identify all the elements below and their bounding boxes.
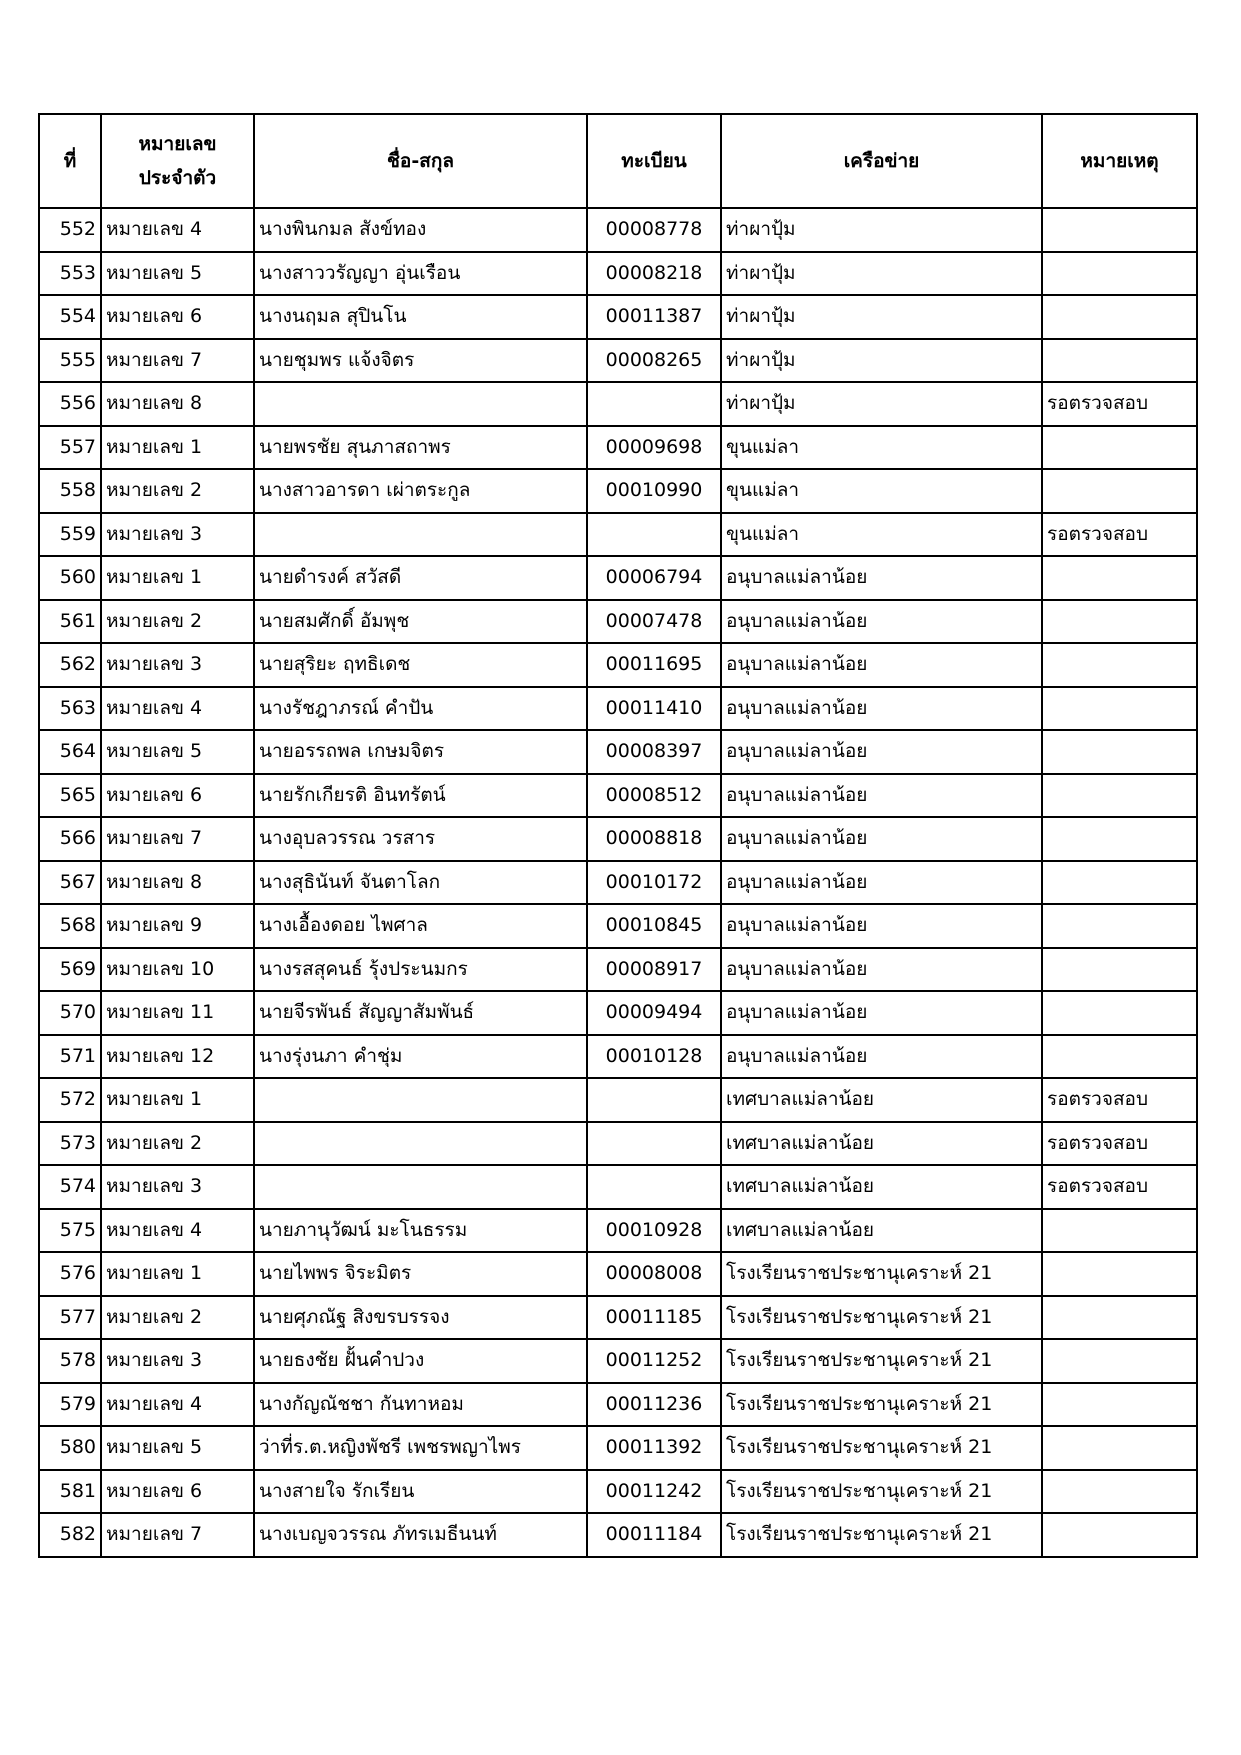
cell-id: หมายเลข 12 — [101, 1035, 254, 1079]
cell-no: 563 — [39, 687, 101, 731]
cell-no: 561 — [39, 600, 101, 644]
cell-reg: 00008397 — [587, 730, 721, 774]
cell-reg: 00011236 — [587, 1383, 721, 1427]
cell-no: 568 — [39, 904, 101, 948]
cell-no: 555 — [39, 339, 101, 383]
cell-network: เทศบาลแม่ลาน้อย — [721, 1209, 1042, 1253]
cell-reg: 00011242 — [587, 1470, 721, 1514]
cell-note — [1042, 1209, 1197, 1253]
cell-name: นางรุ่งนภา คำชุ่ม — [254, 1035, 587, 1079]
cell-network: โรงเรียนราชประชานุเคราะห์ 21 — [721, 1383, 1042, 1427]
cell-note — [1042, 687, 1197, 731]
cell-reg: 00011387 — [587, 295, 721, 339]
cell-reg: 00010128 — [587, 1035, 721, 1079]
cell-note — [1042, 1426, 1197, 1470]
cell-note — [1042, 1252, 1197, 1296]
cell-network: อนุบาลแม่ลาน้อย — [721, 1035, 1042, 1079]
cell-reg: 00008218 — [587, 252, 721, 296]
cell-name — [254, 1122, 587, 1166]
cell-name: นางเอื้องดอย ไพศาล — [254, 904, 587, 948]
cell-reg: 00008778 — [587, 208, 721, 252]
cell-network: ท่าผาปุ้ม — [721, 252, 1042, 296]
cell-id: หมายเลข 3 — [101, 1165, 254, 1209]
cell-reg: 00008917 — [587, 948, 721, 992]
table-row — [39, 1296, 1197, 1340]
cell-network: โรงเรียนราชประชานุเคราะห์ 21 — [721, 1470, 1042, 1514]
cell-no: 573 — [39, 1122, 101, 1166]
table-row — [39, 991, 1197, 1035]
cell-note — [1042, 426, 1197, 470]
cell-reg — [587, 1122, 721, 1166]
cell-name: นางเบญจวรรณ ภัทรเมธีนนท์ — [254, 1513, 587, 1557]
table-row — [39, 426, 1197, 470]
cell-note — [1042, 600, 1197, 644]
cell-name: นางสุธินันท์ จันตาโลก — [254, 861, 587, 905]
cell-name — [254, 1078, 587, 1122]
cell-no: 572 — [39, 1078, 101, 1122]
cell-note — [1042, 252, 1197, 296]
cell-note — [1042, 904, 1197, 948]
table-row — [39, 1165, 1197, 1209]
cell-reg: 00011185 — [587, 1296, 721, 1340]
cell-name: นายภานุวัฒน์ มะโนธรรม — [254, 1209, 587, 1253]
header-id-line2: ประจำตัว — [138, 167, 217, 189]
cell-note — [1042, 1339, 1197, 1383]
cell-note — [1042, 774, 1197, 818]
cell-id: หมายเลข 3 — [101, 513, 254, 557]
cell-note — [1042, 1470, 1197, 1514]
cell-id: หมายเลข 4 — [101, 208, 254, 252]
cell-id: หมายเลข 4 — [101, 687, 254, 731]
cell-reg — [587, 513, 721, 557]
table-row — [39, 904, 1197, 948]
cell-no: 575 — [39, 1209, 101, 1253]
cell-network: อนุบาลแม่ลาน้อย — [721, 948, 1042, 992]
cell-no: 564 — [39, 730, 101, 774]
cell-id: หมายเลข 2 — [101, 1296, 254, 1340]
cell-reg — [587, 382, 721, 426]
cell-id: หมายเลข 1 — [101, 1078, 254, 1122]
cell-reg: 00008512 — [587, 774, 721, 818]
header-row — [39, 114, 1197, 208]
cell-no: 580 — [39, 1426, 101, 1470]
header-id — [101, 114, 254, 208]
cell-no: 552 — [39, 208, 101, 252]
cell-id: หมายเลข 7 — [101, 1513, 254, 1557]
cell-reg: 00011410 — [587, 687, 721, 731]
cell-note — [1042, 861, 1197, 905]
header-no: ที่ — [39, 114, 101, 208]
cell-reg: 00011252 — [587, 1339, 721, 1383]
cell-name — [254, 1165, 587, 1209]
table-row — [39, 1339, 1197, 1383]
cell-reg: 00010928 — [587, 1209, 721, 1253]
cell-network: ขุนแม่ลา — [721, 469, 1042, 513]
header-id-line1: หมายเลข — [138, 133, 217, 155]
table-row — [39, 774, 1197, 818]
cell-id: หมายเลข 6 — [101, 774, 254, 818]
cell-no: 559 — [39, 513, 101, 557]
cell-id: หมายเลข 5 — [101, 1426, 254, 1470]
cell-name: นายอรรถพล เกษมจิตร — [254, 730, 587, 774]
table-row — [39, 295, 1197, 339]
cell-id: หมายเลข 10 — [101, 948, 254, 992]
cell-name: นายธงชัย ฝั้นคำปวง — [254, 1339, 587, 1383]
table-row — [39, 1035, 1197, 1079]
cell-name: นางรสสุคนธ์ รุ้งประนมกร — [254, 948, 587, 992]
cell-note: รอตรวจสอบ — [1042, 513, 1197, 557]
cell-no: 569 — [39, 948, 101, 992]
cell-id: หมายเลข 8 — [101, 382, 254, 426]
cell-note — [1042, 948, 1197, 992]
cell-network: อนุบาลแม่ลาน้อย — [721, 556, 1042, 600]
cell-network: อนุบาลแม่ลาน้อย — [721, 817, 1042, 861]
cell-network: อนุบาลแม่ลาน้อย — [721, 600, 1042, 644]
table-row — [39, 687, 1197, 731]
cell-reg: 00011695 — [587, 643, 721, 687]
cell-id: หมายเลข 5 — [101, 730, 254, 774]
cell-network: อนุบาลแม่ลาน้อย — [721, 904, 1042, 948]
cell-id: หมายเลข 7 — [101, 339, 254, 383]
cell-network: อนุบาลแม่ลาน้อย — [721, 730, 1042, 774]
cell-reg: 00008818 — [587, 817, 721, 861]
table-row — [39, 339, 1197, 383]
cell-name: นายไพพร จิระมิตร — [254, 1252, 587, 1296]
cell-network: โรงเรียนราชประชานุเคราะห์ 21 — [721, 1252, 1042, 1296]
roster-table — [38, 113, 1198, 1558]
cell-name: นายสมศักดิ์ อัมพุช — [254, 600, 587, 644]
cell-note — [1042, 295, 1197, 339]
cell-network: อนุบาลแม่ลาน้อย — [721, 774, 1042, 818]
cell-name: นายศุภณัฐ สิงขรบรรจง — [254, 1296, 587, 1340]
cell-name: นางรัชฎาภรณ์ คำปัน — [254, 687, 587, 731]
cell-id: หมายเลข 6 — [101, 1470, 254, 1514]
cell-note — [1042, 1035, 1197, 1079]
cell-no: 567 — [39, 861, 101, 905]
cell-network: อนุบาลแม่ลาน้อย — [721, 643, 1042, 687]
cell-network: เทศบาลแม่ลาน้อย — [721, 1122, 1042, 1166]
cell-no: 578 — [39, 1339, 101, 1383]
cell-id: หมายเลข 9 — [101, 904, 254, 948]
cell-network: โรงเรียนราชประชานุเคราะห์ 21 — [721, 1426, 1042, 1470]
cell-note — [1042, 1296, 1197, 1340]
cell-name: นางสายใจ รักเรียน — [254, 1470, 587, 1514]
cell-network: อนุบาลแม่ลาน้อย — [721, 687, 1042, 731]
cell-reg: 00006794 — [587, 556, 721, 600]
cell-network: เทศบาลแม่ลาน้อย — [721, 1165, 1042, 1209]
cell-network: ขุนแม่ลา — [721, 426, 1042, 470]
cell-no: 560 — [39, 556, 101, 600]
cell-no: 553 — [39, 252, 101, 296]
cell-id: หมายเลข 1 — [101, 1252, 254, 1296]
cell-name — [254, 513, 587, 557]
cell-name: นางอุบลวรรณ วรสาร — [254, 817, 587, 861]
cell-network: ท่าผาปุ้ม — [721, 295, 1042, 339]
table-header — [39, 114, 1197, 208]
cell-name: นางพินกมล สังข์ทอง — [254, 208, 587, 252]
cell-id: หมายเลข 3 — [101, 1339, 254, 1383]
cell-no: 565 — [39, 774, 101, 818]
cell-network: โรงเรียนราชประชานุเคราะห์ 21 — [721, 1296, 1042, 1340]
table-body — [39, 208, 1197, 1557]
cell-id: หมายเลข 2 — [101, 600, 254, 644]
cell-reg: 00008008 — [587, 1252, 721, 1296]
cell-note: รอตรวจสอบ — [1042, 382, 1197, 426]
cell-note — [1042, 991, 1197, 1035]
cell-id: หมายเลข 4 — [101, 1383, 254, 1427]
cell-reg — [587, 1078, 721, 1122]
table-row — [39, 513, 1197, 557]
cell-network: เทศบาลแม่ลาน้อย — [721, 1078, 1042, 1122]
cell-id: หมายเลข 11 — [101, 991, 254, 1035]
header-name: ชื่อ-สกุล — [254, 114, 587, 208]
table-row — [39, 817, 1197, 861]
cell-note — [1042, 208, 1197, 252]
cell-no: 579 — [39, 1383, 101, 1427]
cell-no: 570 — [39, 991, 101, 1035]
table-row — [39, 1209, 1197, 1253]
cell-note — [1042, 1383, 1197, 1427]
cell-name: นางสาวอารดา เผ่าตระกูล — [254, 469, 587, 513]
cell-id: หมายเลข 7 — [101, 817, 254, 861]
cell-reg: 00010990 — [587, 469, 721, 513]
cell-name: นายรักเกียรติ อินทรัตน์ — [254, 774, 587, 818]
cell-id: หมายเลข 3 — [101, 643, 254, 687]
table-row — [39, 1078, 1197, 1122]
cell-id: หมายเลข 2 — [101, 1122, 254, 1166]
cell-note — [1042, 643, 1197, 687]
cell-note — [1042, 730, 1197, 774]
table-row — [39, 1252, 1197, 1296]
header-network: เครือข่าย — [721, 114, 1042, 208]
cell-no: 562 — [39, 643, 101, 687]
cell-note — [1042, 469, 1197, 513]
table-row — [39, 1122, 1197, 1166]
cell-no: 558 — [39, 469, 101, 513]
cell-note — [1042, 1513, 1197, 1557]
cell-reg: 00009698 — [587, 426, 721, 470]
cell-no: 566 — [39, 817, 101, 861]
cell-name: นายพรชัย สุนภาสถาพร — [254, 426, 587, 470]
cell-name: นางสาววรัญญา อุ่นเรือน — [254, 252, 587, 296]
cell-network: ท่าผาปุ้ม — [721, 208, 1042, 252]
cell-note: รอตรวจสอบ — [1042, 1078, 1197, 1122]
table-row — [39, 1513, 1197, 1557]
table-row — [39, 948, 1197, 992]
cell-no: 577 — [39, 1296, 101, 1340]
cell-reg: 00010172 — [587, 861, 721, 905]
table-row — [39, 730, 1197, 774]
cell-id: หมายเลข 4 — [101, 1209, 254, 1253]
cell-no: 571 — [39, 1035, 101, 1079]
cell-reg: 00011392 — [587, 1426, 721, 1470]
cell-reg — [587, 1165, 721, 1209]
cell-network: ท่าผาปุ้ม — [721, 339, 1042, 383]
cell-no: 576 — [39, 1252, 101, 1296]
cell-note — [1042, 339, 1197, 383]
table-row — [39, 556, 1197, 600]
cell-no: 574 — [39, 1165, 101, 1209]
cell-reg: 00011184 — [587, 1513, 721, 1557]
cell-network: โรงเรียนราชประชานุเคราะห์ 21 — [721, 1513, 1042, 1557]
table-row — [39, 861, 1197, 905]
cell-no: 554 — [39, 295, 101, 339]
cell-name: นายดำรงค์ สวัสดี — [254, 556, 587, 600]
cell-name — [254, 382, 587, 426]
cell-name: นายสุริยะ ฤทธิเดช — [254, 643, 587, 687]
cell-id: หมายเลข 5 — [101, 252, 254, 296]
header-reg: ทะเบียน — [587, 114, 721, 208]
cell-id: หมายเลข 2 — [101, 469, 254, 513]
cell-name: นายชุมพร แจ้งจิตร — [254, 339, 587, 383]
table-row — [39, 1426, 1197, 1470]
table-row — [39, 1470, 1197, 1514]
table-row — [39, 252, 1197, 296]
table-row — [39, 469, 1197, 513]
cell-reg: 00009494 — [587, 991, 721, 1035]
cell-id: หมายเลข 8 — [101, 861, 254, 905]
cell-name: ว่าที่ร.ต.หญิงพัชรี เพชรพญาไพร — [254, 1426, 587, 1470]
table-row — [39, 600, 1197, 644]
cell-network: อนุบาลแม่ลาน้อย — [721, 991, 1042, 1035]
table-row — [39, 208, 1197, 252]
table-row — [39, 643, 1197, 687]
cell-no: 557 — [39, 426, 101, 470]
table-row — [39, 1383, 1197, 1427]
cell-network: อนุบาลแม่ลาน้อย — [721, 861, 1042, 905]
cell-reg: 00007478 — [587, 600, 721, 644]
cell-no: 556 — [39, 382, 101, 426]
cell-note — [1042, 817, 1197, 861]
cell-network: ขุนแม่ลา — [721, 513, 1042, 557]
cell-reg: 00010845 — [587, 904, 721, 948]
cell-name: นายจีรพันธ์ สัญญาสัมพันธ์ — [254, 991, 587, 1035]
header-note: หมายเหตุ — [1042, 114, 1197, 208]
table-row — [39, 382, 1197, 426]
cell-network: ท่าผาปุ้ม — [721, 382, 1042, 426]
cell-reg: 00008265 — [587, 339, 721, 383]
cell-name: นางนฤมล สุปินโน — [254, 295, 587, 339]
cell-id: หมายเลข 1 — [101, 426, 254, 470]
cell-no: 582 — [39, 1513, 101, 1557]
cell-note: รอตรวจสอบ — [1042, 1165, 1197, 1209]
cell-network: โรงเรียนราชประชานุเคราะห์ 21 — [721, 1339, 1042, 1383]
cell-id: หมายเลข 1 — [101, 556, 254, 600]
cell-note — [1042, 556, 1197, 600]
cell-note: รอตรวจสอบ — [1042, 1122, 1197, 1166]
cell-no: 581 — [39, 1470, 101, 1514]
cell-id: หมายเลข 6 — [101, 295, 254, 339]
cell-name: นางกัญณัชชา กันทาหอม — [254, 1383, 587, 1427]
